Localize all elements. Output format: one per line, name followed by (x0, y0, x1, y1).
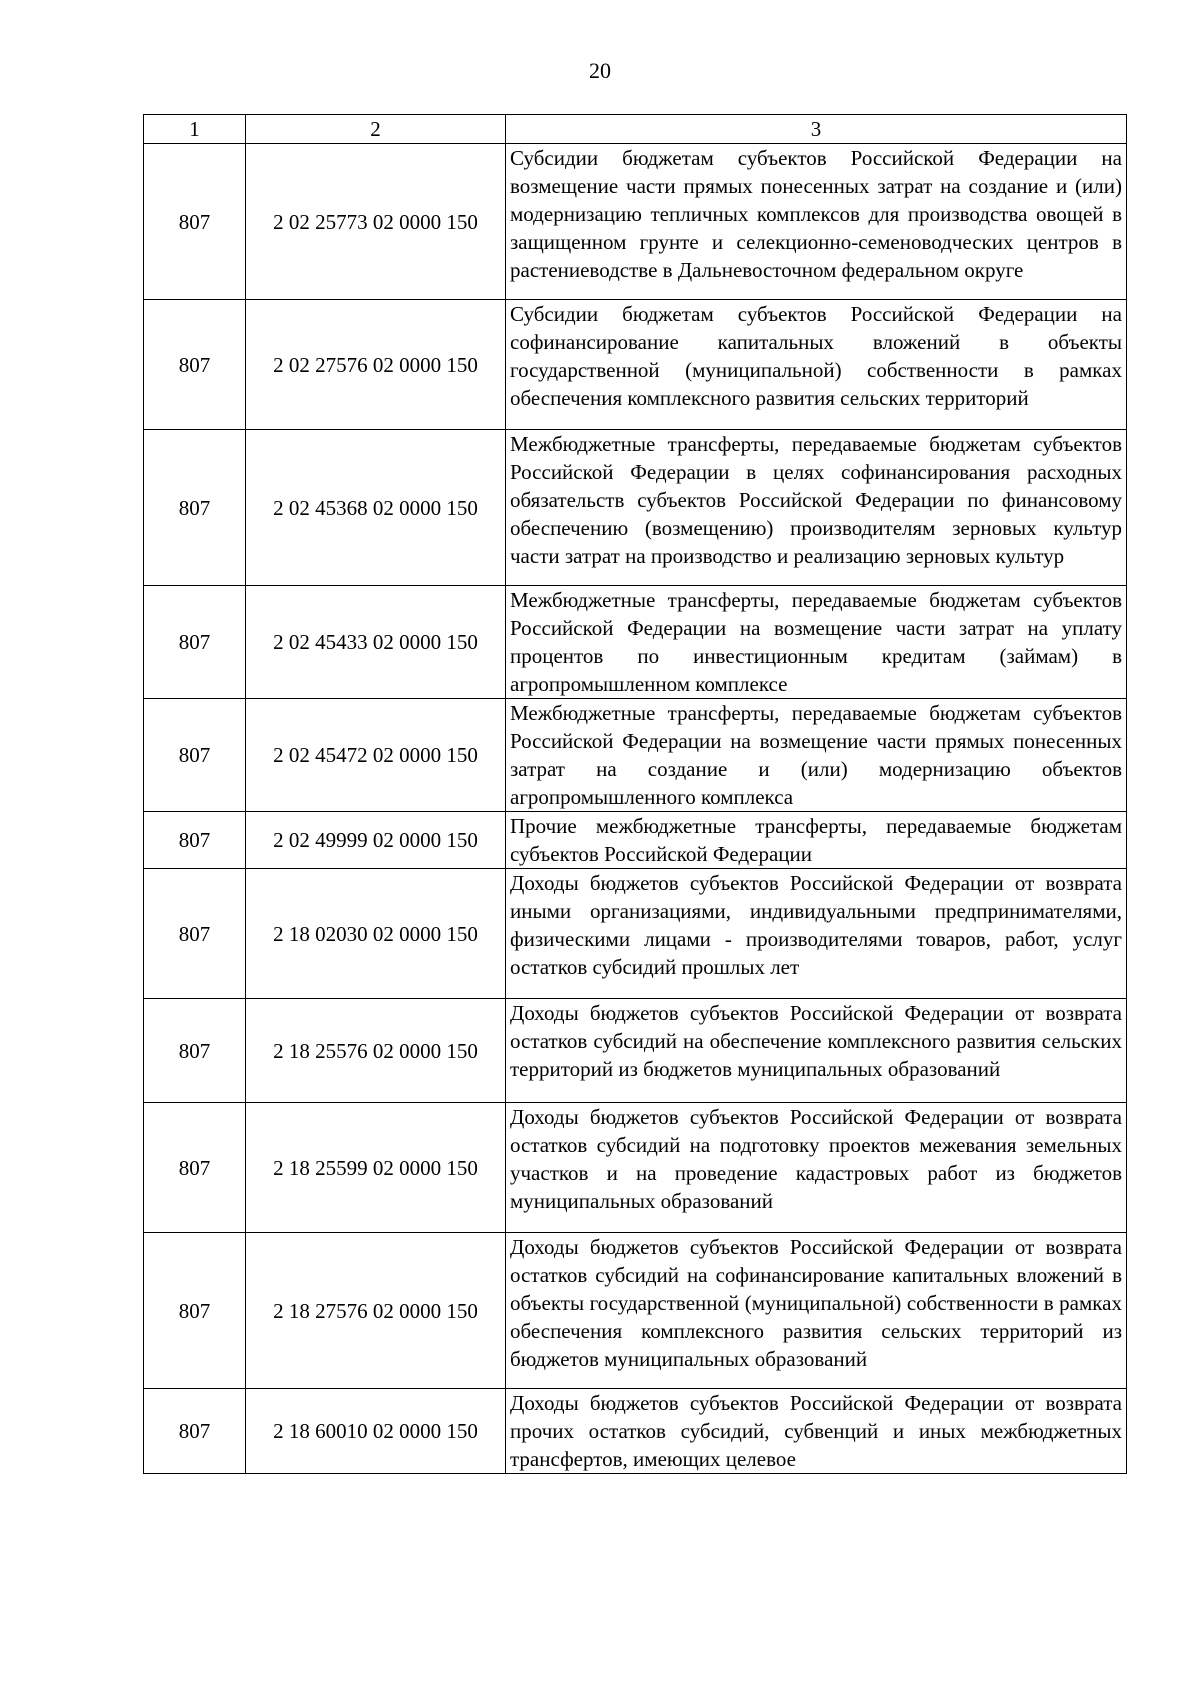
table-header-row (144, 115, 1127, 144)
description-text: Субсидии бюджетам субъектов Российской Федерации на возмещение части прямых понесенных затрат на создание и (или) модернизацию тепличных комплексов для производства овощей в защищенном грунте и селекционно-семеноводческих центров в растениеводстве в Дальневосточном федеральном округе (510, 146, 1122, 282)
table-row (144, 430, 1127, 586)
admin-code-cell: 807 (144, 144, 246, 300)
classification-code-cell: 2 18 25599 02 0000 150 (246, 1103, 506, 1233)
budget-classification-table (143, 114, 1127, 1474)
admin-code-cell: 807 (144, 1103, 246, 1233)
classification-code-cell: 2 18 27576 02 0000 150 (246, 1233, 506, 1389)
description-text: Доходы бюджетов субъектов Российской Федерации от возврата остатков субсидий на подготовку проектов межевания земельных участков и на проведение кадастровых работ из бюджетов муниципальных образований (510, 1105, 1122, 1213)
table-row (144, 812, 1127, 869)
classification-code-cell: 2 02 45433 02 0000 150 (246, 586, 506, 699)
admin-code-cell: 807 (144, 699, 246, 812)
column-header-3: 3 (506, 115, 1127, 144)
description-cell (506, 999, 1127, 1103)
description-cell (506, 869, 1127, 999)
classification-code-cell: 2 02 25773 02 0000 150 (246, 144, 506, 300)
table-row (144, 1103, 1127, 1233)
description-text: Доходы бюджетов субъектов Российской Федерации от возврата остатков субсидий на обеспечение комплексного развития сельских территорий из бюджетов муниципальных образований (510, 1001, 1122, 1081)
admin-code-cell: 807 (144, 1233, 246, 1389)
description-text: Доходы бюджетов субъектов Российской Федерации от возврата иными организациями, индивидуальными предпринимателями, физическими лицами - производителями товаров, работ, услуг остатков субсидий прошлых лет (510, 871, 1122, 979)
description-cell (506, 1103, 1127, 1233)
description-text: Доходы бюджетов субъектов Российской Федерации от возврата остатков субсидий на софинансирование капитальных вложений в объекты государственной (муниципальной) собственности в рамках обеспечения комплексного развития сельских территорий из бюджетов муниципальных образований (510, 1235, 1122, 1371)
description-text: Прочие межбюджетные трансферты, передаваемые бюджетам субъектов Российской Федерации (510, 814, 1122, 866)
classification-code-cell: 2 02 45368 02 0000 150 (246, 430, 506, 586)
table-row (144, 699, 1127, 812)
description-text: Доходы бюджетов субъектов Российской Федерации от возврата прочих остатков субсидий, субвенций и иных межбюджетных трансфертов, имеющих целевое (510, 1391, 1122, 1471)
description-cell (506, 1233, 1127, 1389)
description-cell (506, 812, 1127, 869)
admin-code-cell: 807 (144, 586, 246, 699)
classification-code-cell: 2 18 02030 02 0000 150 (246, 869, 506, 999)
classification-code-cell: 2 02 45472 02 0000 150 (246, 699, 506, 812)
admin-code-cell: 807 (144, 300, 246, 430)
description-cell (506, 300, 1127, 430)
column-header-1: 1 (144, 115, 246, 144)
description-cell (506, 699, 1127, 812)
classification-code-cell: 2 02 49999 02 0000 150 (246, 812, 506, 869)
admin-code-cell: 807 (144, 430, 246, 586)
description-cell (506, 1389, 1127, 1474)
table-row (144, 300, 1127, 430)
description-cell (506, 144, 1127, 300)
table-row (144, 586, 1127, 699)
description-cell (506, 586, 1127, 699)
description-text: Межбюджетные трансферты, передаваемые бюджетам субъектов Российской Федерации на возмещение части прямых понесенных затрат на создание и (или) модернизацию объектов агропромышленного комплекса (510, 701, 1122, 809)
page-number: 20 (589, 58, 611, 83)
classification-code-cell: 2 18 25576 02 0000 150 (246, 999, 506, 1103)
table-row (144, 144, 1127, 300)
description-text: Субсидии бюджетам субъектов Российской Федерации на софинансирование капитальных вложений в объекты государственной (муниципальной) собственности в рамках обеспечения комплексного развития сельских территорий (510, 302, 1122, 410)
admin-code-cell: 807 (144, 869, 246, 999)
admin-code-cell: 807 (144, 999, 246, 1103)
table-row (144, 1389, 1127, 1474)
admin-code-cell: 807 (144, 812, 246, 869)
admin-code-cell: 807 (144, 1389, 246, 1474)
classification-code-cell: 2 02 27576 02 0000 150 (246, 300, 506, 430)
column-header-2: 2 (246, 115, 506, 144)
table-row (144, 999, 1127, 1103)
description-text: Межбюджетные трансферты, передаваемые бюджетам субъектов Российской Федерации в целях софинансирования расходных обязательств субъектов Российской Федерации по финансовому обеспечению (возмещению) производителям зерновых культур части затрат на производство и реализацию зерновых культур (510, 432, 1122, 568)
table-row (144, 869, 1127, 999)
table-row (144, 1233, 1127, 1389)
classification-code-cell: 2 18 60010 02 0000 150 (246, 1389, 506, 1474)
description-cell (506, 430, 1127, 586)
description-text: Межбюджетные трансферты, передаваемые бюджетам субъектов Российской Федерации на возмещение части затрат на уплату процентов по инвестиционным кредитам (займам) в агропромышленном комплексе (510, 588, 1122, 696)
